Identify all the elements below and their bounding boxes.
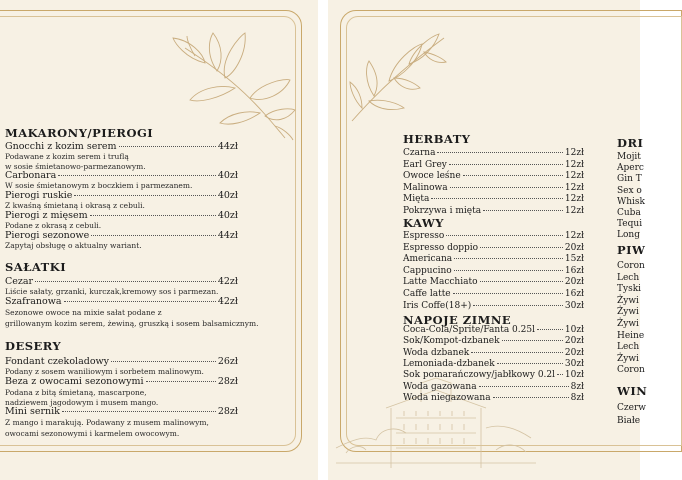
dot-leader [480,247,563,248]
item-price: 16zł [564,289,584,299]
item-name: Owoce leśne [403,171,461,182]
section-heading-beer: PIW [617,243,646,257]
dot-leader [450,187,563,188]
item-name: Mini sernik [5,406,60,417]
item-name: Pierogi z mięsem [5,210,88,221]
menu-item: Żywi [617,307,639,318]
menu-item-pierogi-sezonowe [5,230,238,241]
item-price: 20zł [564,336,584,347]
item-description: Z mango i marakują. Podawany z musem malinowym, [5,418,209,427]
leaf-ornament-icon [165,28,300,143]
dot-leader [471,352,563,353]
section-heading-wine: WIN [617,384,648,398]
item-name: Mięta [403,194,430,205]
menu-item-szafranowa [5,296,238,307]
menu-item: Heine [617,330,645,341]
item-price: 12zł [564,182,584,193]
item-price: 28zł [217,376,238,387]
menu-item: Tyski [617,284,642,295]
item-name: Sok pomarańczowy/jabłkowy 0.2l [403,370,556,381]
item-price: 44zł [217,230,238,241]
menu-item: Żywi [617,295,639,306]
menu-item-carbonara [5,170,238,181]
item-price: 16zł [564,265,584,276]
item-name: Malinowa [403,182,448,193]
dot-leader [431,198,562,199]
item-description: Z kwaśną śmietaną i okrasą z cebuli. [5,201,145,210]
menu-left-page [0,0,318,480]
item-name: Carbonara [5,170,57,181]
item-name: Czarna [403,148,436,158]
item-name: Pokrzywa i mięta [403,206,482,216]
dot-leader [463,175,563,176]
item-price: 20zł [564,242,584,253]
dot-leader [119,146,216,147]
menu-item [403,289,584,299]
dot-leader [437,152,562,153]
menu-item: Whisk [617,196,645,207]
dot-leader [483,210,563,211]
menu-item [403,194,584,204]
item-price: 12zł [564,206,584,216]
menu-item: Żywi [617,353,639,364]
dot-leader [58,175,216,176]
section-heading-salads: SAŁATKI [5,260,67,274]
menu-item: Cuba [617,208,641,218]
dot-leader [74,195,215,196]
menu-item [403,148,584,158]
dot-leader [62,411,216,412]
menu-item [403,277,584,287]
section-heading-drinks: DRI [617,136,644,150]
menu-item: Tequi [617,219,643,230]
item-description: Podawane z kozim serem i truflą [5,152,129,161]
item-price: 12zł [564,171,584,182]
dot-leader [35,281,216,282]
dot-leader [454,270,563,271]
item-name: Fondant czekoladowy [5,356,110,367]
item-price: 10zł [564,370,584,381]
menu-item [403,336,584,346]
menu-item [403,266,584,276]
dot-leader [557,374,563,375]
dot-leader [479,386,569,387]
item-description: Zapytaj obsługę o aktualny wariant. [5,241,142,250]
menu-item [403,359,584,369]
item-name: Coca-Cola/Sprite/Fanta 0.25l [403,325,535,335]
item-price: 8zł [570,392,584,403]
item-description: Podane z okrasą z cebuli. [5,221,102,230]
section-heading-pasta: MAKARONY/PIEROGI [5,126,154,140]
item-name: Espresso doppio [403,242,479,253]
item-name: Latte Macchiato [403,277,478,288]
dot-leader [497,363,563,364]
menu-item-cezar [5,276,238,287]
item-description: Podany z sosem waniliowym i sorbetem malinowym. [5,367,204,376]
section-heading-desserts: DESERY [5,339,62,353]
menu-right-page [328,0,648,480]
item-description: owocami sezonowymi i karmelem owocowym. [5,429,180,438]
menu-item-fondant [5,356,238,367]
item-name: Espresso [403,231,445,241]
item-name: Pierogi ruskie [5,190,73,201]
item-description: Sezonowe owoce na mixie sałat podane z [5,308,162,317]
menu-item: Sex o [617,185,642,196]
dot-leader [493,397,569,398]
item-name: Iris Coffe(18+) [403,300,472,311]
dot-leader [446,235,563,236]
item-price: 26zł [217,356,238,367]
page-gutter [318,0,328,480]
section-heading-coffee: KAWY [403,216,445,230]
item-description: Liście sałaty, grzanki, kurczak,kremowy sos i parmezan. [5,287,219,296]
item-price: 12zł [564,159,584,170]
menu-item [403,183,584,193]
item-description: nadziewem jagodowym i musem mango. [5,398,159,407]
item-price: 30zł [564,300,584,311]
item-name: Sok/Kompot-dzbanek [403,336,500,347]
menu-item [403,348,584,358]
menu-item-gnocchi [5,141,238,152]
leaf-ornament-icon [344,26,454,126]
item-price: 12zł [564,148,584,158]
item-description: grillowanym kozim serem, żewiną, gruszką i sosem balsamicznym. [5,319,259,328]
dot-leader [502,340,563,341]
menu-item [403,393,584,403]
menu-item [403,243,584,253]
menu-item: Mojit [617,152,641,162]
menu-item [403,160,584,170]
menu-item: Białe [617,415,641,426]
item-price: 12zł [564,231,584,241]
item-name: Americana [403,254,453,265]
menu-item [403,325,584,335]
item-description: w sosie śmietanowo-parmezanowym. [5,162,146,171]
item-price: 42zł [217,276,238,287]
item-name: Cappucino [403,265,452,276]
item-name: Caffe latte [403,289,451,299]
dot-leader [473,305,563,306]
dot-leader [146,381,216,382]
menu-item: Aperc [617,163,644,174]
item-price: 10zł [564,325,584,335]
item-price: 44zł [217,141,238,152]
menu-item: Lech [617,342,640,353]
menu-item [403,206,584,216]
menu-item: Coron [617,261,645,271]
item-price: 20zł [564,347,584,358]
menu-item-beza [5,376,238,387]
item-price: 40zł [217,190,238,201]
item-name: Gnocchi z kozim serem [5,141,117,152]
item-name: Woda dzbanek [403,347,470,358]
menu-item [403,382,584,392]
dot-leader [90,215,216,216]
dot-leader [91,235,216,236]
item-price: 28zł [217,406,238,417]
menu-item-sernik [5,406,238,417]
menu-item-pierogi-ruskie [5,190,238,201]
item-name: Cezar [5,276,34,287]
item-price: 30zł [564,358,584,369]
menu-item: Coron [617,365,645,376]
menu-item [403,301,584,311]
item-description: Podana z bitą śmietaną, mascarpone, [5,388,147,397]
dot-leader [64,301,216,302]
item-name: Woda niegazowana [403,392,491,403]
item-name: Pierogi sezonowe [5,230,90,241]
item-price: 40zł [217,170,238,181]
section-heading-tea: HERBATY [403,132,471,146]
menu-item [403,171,584,181]
building-illustration [336,378,536,470]
item-name: Earl Grey [403,159,447,170]
item-price: 40zł [217,210,238,221]
menu-item [403,254,584,264]
menu-item: Żywi [617,319,639,329]
item-name: Beza z owocami sezonowymi [5,376,144,387]
menu-item [403,231,584,241]
item-name: Lemoniada-dzbanek [403,358,495,369]
item-description: W sosie śmietanowym z boczkiem i parmezanem. [5,181,193,190]
dot-leader [449,164,563,165]
item-price: 12zł [564,194,584,205]
item-price: 42zł [217,296,238,307]
dot-leader [111,361,216,362]
menu-item: Lech [617,272,640,283]
dot-leader [453,293,563,294]
item-price: 15zł [564,254,584,265]
menu-item [403,370,584,380]
item-name: Woda gazowana [403,381,477,392]
item-name: Szafranowa [5,296,62,307]
menu-item: Long [617,230,640,241]
dot-leader [454,258,563,259]
item-price: 20zł [564,277,584,288]
dot-leader [480,281,563,282]
section-heading-cold-drinks: NAPOJE ZIMNE [403,313,512,327]
menu-item-pierogi-mieso [5,210,238,221]
menu-item: Gin T [617,174,642,185]
menu-item: Czerw [617,403,646,413]
item-price: 8zł [570,381,584,392]
dot-leader [537,329,563,330]
